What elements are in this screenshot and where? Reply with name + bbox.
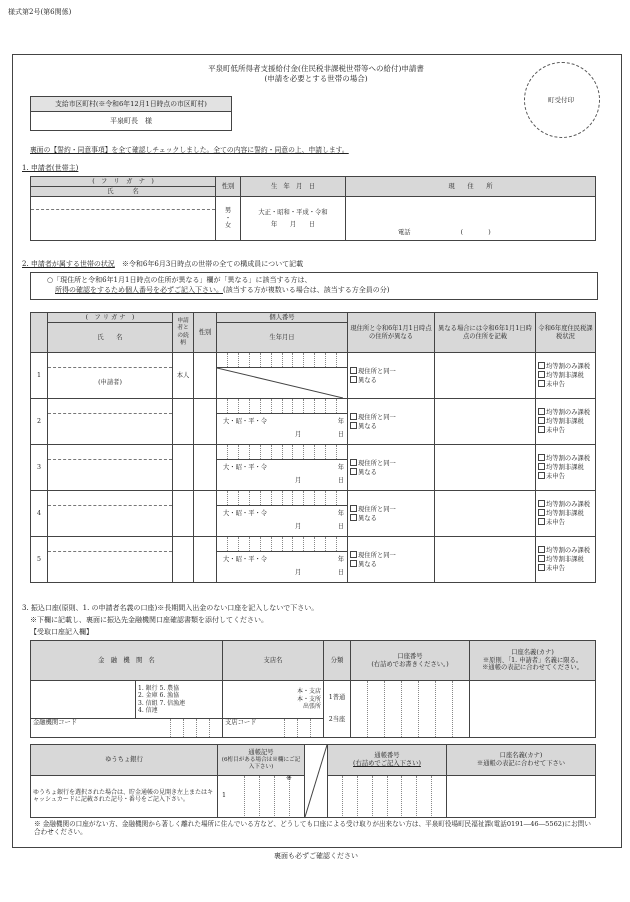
row-number: 2 — [31, 399, 48, 445]
mynumber-digit-box[interactable] — [283, 537, 294, 551]
back-note: 裏面も必ずご確認ください — [274, 852, 358, 860]
yucho-number-digit-box[interactable] — [432, 776, 446, 816]
col-addr-diff: 現住所と令和6年1月1日時点の住所が異なる — [348, 313, 435, 353]
mynumber-digit-box[interactable] — [293, 353, 304, 367]
month-label: 月 — [295, 431, 302, 438]
code-digit-box[interactable] — [284, 719, 297, 737]
member-name — [48, 460, 172, 490]
addr-diff-option[interactable]: 異なる — [350, 560, 432, 569]
footer-note: ※ 金融機関の口座がない方、金融機関から著しく離れた場所に住んでいる方など、どうしても口座による受け取りが出来ない方は、平泉町役場町民福祉課(電話0191―46―5562)にお問い合わせください。 — [34, 820, 591, 837]
cat-ordinary[interactable]: 1普通 — [328, 694, 346, 702]
form-subtitle: (申請を必要とする世帯の場合) — [264, 74, 368, 83]
account-digit-box[interactable] — [419, 681, 436, 737]
applicant-dob-cell[interactable] — [241, 197, 346, 241]
col-furigana: ( フ リ ガ ナ ) — [48, 313, 173, 323]
addr-same-option[interactable]: 現住所と同一 — [350, 459, 432, 468]
mynumber-digit-box[interactable] — [239, 491, 250, 505]
mynumber-digit-box[interactable] — [272, 491, 283, 505]
mynumber-digit-box[interactable] — [337, 491, 347, 505]
year-label: 年 — [337, 510, 344, 517]
member-name-cell[interactable] — [48, 445, 173, 491]
addr-same-option[interactable]: 現住所と同一 — [350, 367, 432, 376]
sex-header: 性別 — [216, 177, 241, 197]
mynumber-digit-box[interactable] — [228, 353, 239, 367]
mynumber-digit-box[interactable] — [239, 445, 250, 459]
era-options[interactable]: 大・昭・平・令 — [223, 510, 268, 517]
mynumber-digit-box[interactable] — [315, 353, 326, 367]
tax-option-1[interactable]: 均等割のみ課税 — [538, 500, 593, 509]
mynumber-digit-box[interactable] — [250, 491, 261, 505]
inst-type-2[interactable]: 2. 金庫 6. 漁協 — [138, 692, 180, 699]
account-digit-box[interactable] — [368, 681, 385, 737]
account-digit-box[interactable] — [453, 681, 469, 737]
sex-dot: ・ — [224, 214, 232, 222]
ymd-label: 年 月 日 — [270, 220, 316, 228]
mynumber-digit-box[interactable] — [293, 537, 304, 551]
account-no-header: 口座番号 — [397, 652, 423, 660]
tax-status-cell[interactable] — [536, 491, 596, 537]
member-name-cell[interactable] — [48, 399, 173, 445]
tax-option-1[interactable]: 均等割のみ課税 — [538, 454, 593, 463]
diagonal-slash — [305, 745, 327, 817]
relation-cell[interactable] — [173, 491, 194, 537]
yucho-symbol-digit-box[interactable] — [245, 776, 260, 816]
prev-addr-cell[interactable] — [435, 491, 536, 537]
yucho-mark: ※ — [286, 774, 292, 782]
code-digit-box[interactable] — [183, 719, 196, 737]
mynumber-digit-box[interactable] — [293, 445, 304, 459]
tax-status-cell[interactable] — [536, 353, 596, 399]
section2-note: ※令和6年6月3日時点の世帯の全ての構成員について記載 — [121, 260, 304, 268]
furigana-header: ( フ リ ガ ナ ) — [31, 177, 216, 187]
month-label: 月 — [295, 569, 302, 576]
yucho-number-digit-box[interactable] — [417, 776, 432, 816]
branch-input[interactable] — [223, 681, 324, 719]
row-number: 3 — [31, 445, 48, 491]
yucho-table — [30, 744, 596, 818]
section3-heading: 3. 振込口座(原則、1. の申請者名義の口座)※長期間入出金のない口座を記入しないで下さい。 — [22, 604, 319, 612]
prev-addr-cell[interactable] — [435, 399, 536, 445]
mynumber-digit-box[interactable] — [272, 353, 283, 367]
mynumber-dob-cell[interactable] — [217, 491, 348, 537]
tax-status-cell[interactable] — [536, 537, 596, 583]
female-option[interactable]: 女 — [224, 222, 232, 230]
municipality-header: 支給市区町村(※令和6年12月1日時点の市区町村) — [30, 96, 232, 112]
branch-type-1[interactable]: 本・支店 — [296, 688, 321, 696]
yucho-number-digit-box[interactable] — [373, 776, 388, 816]
yucho-number-digit-box[interactable] — [328, 776, 343, 816]
mynumber-digit-box[interactable] — [250, 353, 261, 367]
branch-code-label: 支店コード — [225, 719, 257, 726]
mynumber-digit-box[interactable] — [304, 445, 315, 459]
mynumber-digit-box[interactable] — [228, 399, 239, 413]
account-holder-input[interactable] — [470, 681, 596, 738]
yucho-number-note: (右詰めでご記入下さい) — [353, 759, 421, 767]
bank-table — [30, 640, 596, 738]
mynumber-digit-box[interactable] — [337, 445, 347, 459]
mynumber-digit-box[interactable] — [228, 491, 239, 505]
mynumber-dob-cell[interactable] — [217, 399, 348, 445]
code-digit-box[interactable] — [196, 719, 209, 737]
mynumber-digit-box[interactable] — [304, 537, 315, 551]
mynumber-notice — [30, 272, 598, 300]
code-digit-box[interactable] — [209, 719, 222, 737]
code-digit-box[interactable] — [297, 719, 310, 737]
cat-current[interactable]: 2当座 — [328, 716, 346, 723]
tax-option-1[interactable]: 均等割のみ課税 — [538, 362, 593, 371]
account-box-title: 【受取口座記入欄】 — [30, 628, 93, 636]
member-sex-cell[interactable] — [194, 399, 217, 445]
tax-status-cell[interactable] — [536, 399, 596, 445]
mynumber-dob-cell[interactable] — [217, 445, 348, 491]
addr-same-option[interactable]: 現住所と同一 — [350, 551, 432, 560]
tax-option-3[interactable]: 未申告 — [538, 426, 593, 435]
row-number: 4 — [31, 491, 48, 537]
tax-option-2[interactable]: 均等割非課税 — [538, 555, 593, 564]
account-digit-box[interactable] — [351, 681, 368, 737]
section2-title: 2. 申請者が属する世帯の状況 — [22, 260, 115, 268]
household-table — [30, 312, 596, 583]
bank-code-cell[interactable] — [31, 719, 223, 738]
tax-status-cell[interactable] — [536, 445, 596, 491]
branch-type-2[interactable]: 本・支所 — [296, 695, 321, 703]
branch-code-cell[interactable] — [223, 719, 324, 738]
mynumber-digit-box[interactable] — [315, 537, 326, 551]
yucho-divider — [305, 745, 328, 818]
applicant-address-cell[interactable] — [346, 197, 596, 241]
yucho-number-digit-box[interactable] — [388, 776, 403, 816]
member-sex-cell[interactable] — [194, 537, 217, 583]
era-options[interactable]: 大・昭・平・令 — [223, 464, 268, 471]
addr-diff-option[interactable]: 異なる — [350, 514, 432, 523]
member-sex-cell[interactable] — [194, 445, 217, 491]
addressee: 平泉町長 様 — [30, 111, 232, 131]
bank-name-header: 金 融 機 関 名 — [31, 641, 223, 681]
col-dob: 生年月日 — [217, 323, 348, 353]
address-header: 現 住 所 — [346, 177, 596, 197]
holder-note2: ※通帳の表記に合わせてください。 — [482, 664, 583, 672]
household-row — [31, 399, 596, 445]
prev-addr-cell[interactable] — [435, 445, 536, 491]
notice-line2b: (該当する方が複数いる場合は、該当する方全員の分) — [223, 286, 390, 294]
relation-cell[interactable]: 本人 — [173, 353, 194, 399]
holder-header: 口座名義(カナ) — [511, 648, 554, 656]
account-digit-box[interactable] — [402, 681, 419, 737]
yucho-symbol-header: 通帳記号 — [248, 749, 274, 756]
mynumber-dob-cell[interactable] — [217, 537, 348, 583]
bank-name-input[interactable] — [31, 681, 136, 719]
household-row — [31, 491, 596, 537]
yucho-holder-header: 口座名義(カナ) — [499, 752, 543, 760]
account-number-input[interactable] — [351, 681, 470, 738]
col-sex: 性別 — [194, 313, 217, 353]
yucho-number-digit-box[interactable] — [402, 776, 417, 816]
mynumber-digit-box[interactable] — [337, 353, 347, 367]
member-name-cell[interactable] — [48, 353, 173, 399]
mynumber-digit-box[interactable] — [293, 399, 304, 413]
mynumber-digit-box[interactable] — [283, 399, 294, 413]
account-digit-box[interactable] — [385, 681, 402, 737]
day-label: 日 — [337, 523, 344, 530]
code-digit-box[interactable] — [310, 719, 323, 737]
mynumber-digit-box[interactable] — [337, 537, 347, 551]
addr-diff-option[interactable]: 異なる — [350, 422, 432, 431]
era-options[interactable]: 大正・昭和・平成・令和 — [258, 208, 328, 216]
relation-cell[interactable] — [173, 537, 194, 583]
row-number: 1 — [31, 353, 48, 399]
yucho-number-digit-box[interactable] — [343, 776, 358, 816]
account-digit-box[interactable] — [436, 681, 453, 737]
col-tax: 令和6年度住民税課税状況 — [536, 313, 596, 353]
mynumber-digit-box[interactable] — [217, 491, 228, 505]
mynumber-digit-box[interactable] — [315, 445, 326, 459]
era-options[interactable]: 大・昭・平・令 — [223, 418, 268, 425]
member-name — [48, 414, 172, 444]
branch-type-3[interactable]: 出張所 — [302, 703, 321, 711]
col-mynumber: 個人番号 — [217, 313, 348, 323]
yucho-symbol-digit-box[interactable] — [260, 776, 275, 816]
tax-option-3[interactable]: 未申告 — [538, 518, 593, 527]
inst-type-4[interactable]: 4. 信連 — [138, 707, 158, 714]
section2-heading — [22, 260, 303, 269]
yucho-header: ゆうちょ銀行 — [31, 745, 218, 776]
form-code: 様式第2号(第6関係) — [8, 8, 72, 16]
section1-heading: 1. 申請者(世帯主) — [22, 164, 79, 172]
mynumber-digit-box[interactable] — [315, 399, 326, 413]
member-name — [48, 506, 172, 536]
tax-option-2[interactable]: 均等割非課税 — [538, 509, 593, 518]
addr-diff-option[interactable]: 異なる — [350, 468, 432, 477]
category-header: 分類 — [324, 641, 351, 681]
yucho-number-input[interactable] — [328, 775, 447, 817]
row-number: 5 — [31, 537, 48, 583]
member-name-cell[interactable] — [48, 537, 173, 583]
addr-diff-cell[interactable] — [348, 537, 435, 583]
mynumber-digit-box[interactable] — [326, 399, 337, 413]
mynumber-digit-box[interactable] — [239, 537, 250, 551]
mynumber-digit-box[interactable] — [283, 491, 294, 505]
prev-addr-cell[interactable] — [435, 537, 536, 583]
mynumber-digit-box[interactable] — [304, 491, 315, 505]
phone-paren: ( ) — [460, 229, 491, 237]
mynumber-digit-box[interactable] — [217, 445, 228, 459]
day-label: 日 — [337, 431, 344, 438]
tax-option-2[interactable]: 均等割非課税 — [538, 417, 593, 426]
inst-type-1[interactable]: 1. 銀行 5. 農協 — [138, 684, 180, 692]
stamp-label: 町受付印 — [548, 96, 574, 104]
notice-line1: ○「現住所と令和6年1月1日時点の住所が異なる」欄が「異なる」に該当する方は、 — [47, 276, 312, 284]
mynumber-digit-box[interactable] — [261, 537, 272, 551]
year-label: 年 — [337, 556, 344, 563]
mynumber-digit-box[interactable] — [326, 537, 337, 551]
mynumber-dob-cell[interactable] — [217, 353, 348, 399]
section3-note: ※下欄に記載し、裏面に振込先金融機関口座確認書類を添付してください。 — [30, 616, 268, 624]
yucho-number-header: 通帳番号 — [374, 752, 400, 760]
tax-option-1[interactable]: 均等割のみ課税 — [538, 408, 593, 417]
tax-option-2[interactable]: 均等割非課税 — [538, 463, 593, 472]
male-option[interactable]: 男 — [224, 206, 232, 214]
yucho-holder-input[interactable] — [447, 775, 596, 817]
mynumber-digit-box[interactable] — [283, 353, 294, 367]
month-label: 月 — [295, 523, 302, 530]
addr-diff-cell[interactable] — [348, 491, 435, 537]
dob-strike — [217, 368, 343, 398]
mynumber-digit-box[interactable] — [293, 491, 304, 505]
yucho-holder-note: ※通帳の表記に合わせて下さい — [476, 759, 566, 767]
phone-label: 電話 — [398, 229, 411, 237]
mynumber-digit-box[interactable] — [261, 445, 272, 459]
yucho-number-digit-box[interactable] — [358, 776, 373, 816]
mynumber-digit-box[interactable] — [326, 353, 337, 367]
household-row — [31, 445, 596, 491]
applicant-sex-cell[interactable] — [216, 197, 241, 241]
account-no-note: (右詰めでお書きください。) — [371, 660, 449, 668]
mynumber-digit-box[interactable] — [250, 399, 261, 413]
notice-line2: 所得の確認をするため個人番号を必ずご記入下さい。 — [55, 286, 223, 294]
mynumber-digit-box[interactable] — [272, 445, 283, 459]
household-row — [31, 537, 596, 583]
addr-same-option[interactable]: 現住所と同一 — [350, 413, 432, 422]
mynumber-digit-box[interactable] — [283, 445, 294, 459]
mynumber-digit-box[interactable] — [250, 445, 261, 459]
name-header: 氏 名 — [31, 187, 216, 197]
col-prev-addr: 異なる場合には令和6年1月1日時点の住所を記載 — [435, 313, 536, 353]
mynumber-digit-box[interactable] — [272, 399, 283, 413]
relation-cell[interactable] — [173, 445, 194, 491]
year-label: 年 — [337, 418, 344, 425]
pledge-text: 裏面の【誓約・同意事項】を全て確認しチェックしました。全ての内容に誓約・同意の上、申請します。 — [30, 146, 349, 154]
tax-option-3[interactable]: 未申告 — [538, 380, 593, 389]
col-name: 氏 名 — [48, 323, 173, 353]
applicant-name-cell[interactable] — [31, 197, 216, 241]
mynumber-digit-box[interactable] — [315, 491, 326, 505]
mynumber-digit-box[interactable] — [228, 537, 239, 551]
mynumber-digit-box[interactable] — [239, 399, 250, 413]
mynumber-digit-box[interactable] — [217, 537, 228, 551]
member-name — [48, 552, 172, 582]
col-relation: 申請者との続柄 — [173, 313, 194, 353]
tax-option-1[interactable]: 均等割のみ課税 — [538, 546, 593, 555]
mynumber-digit-box[interactable] — [217, 399, 228, 413]
tax-option-3[interactable]: 未申告 — [538, 564, 593, 573]
bank-code-label: 金融機関コード — [33, 719, 78, 726]
form-title: 平泉町低所得者支援給付金(住民税非課税世帯等への給付)申請書 — [208, 64, 424, 73]
tax-option-2[interactable]: 均等割非課税 — [538, 371, 593, 380]
mynumber-digit-box[interactable] — [261, 399, 272, 413]
mynumber-digit-box[interactable] — [261, 491, 272, 505]
yucho-symbol-note: (6桁目がある場合は※欄にご記入下さい) — [221, 756, 301, 770]
yucho-prefix: 1 — [221, 792, 226, 800]
member-name-cell[interactable] — [48, 491, 173, 537]
relation-cell[interactable] — [173, 399, 194, 445]
member-sex-cell[interactable] — [194, 353, 217, 399]
month-label: 月 — [295, 477, 302, 484]
mynumber-digit-box[interactable] — [217, 353, 228, 367]
branch-name-header: 支店名 — [223, 641, 324, 681]
holder-note1: ※原則、「1. 申請者」名義に限る。 — [482, 656, 583, 664]
yucho-description: ゆうちょ銀行を選択された場合は、貯金通帳の見開き左上またはキャッシュカードに記載された記号・番号をご記入下さい。 — [31, 775, 218, 817]
mynumber-digit-box[interactable] — [239, 353, 250, 367]
addr-diff-cell[interactable] — [348, 353, 435, 399]
inst-type-3[interactable]: 3. 信組 7. 信漁連 — [138, 699, 186, 707]
applicant-marker: (申請者) — [98, 379, 122, 386]
day-label: 日 — [337, 477, 344, 484]
mynumber-digit-box[interactable] — [228, 445, 239, 459]
household-row — [31, 353, 596, 399]
mynumber-digit-box[interactable] — [326, 491, 337, 505]
day-label: 日 — [337, 569, 344, 576]
mynumber-digit-box[interactable] — [272, 537, 283, 551]
addr-diff-cell[interactable] — [348, 445, 435, 491]
mynumber-digit-box[interactable] — [250, 537, 261, 551]
prev-addr-cell[interactable] — [435, 353, 536, 399]
institution-type-options[interactable] — [136, 681, 223, 719]
member-sex-cell[interactable] — [194, 491, 217, 537]
code-digit-box[interactable] — [170, 719, 183, 737]
addr-same-option[interactable]: 現住所と同一 — [350, 505, 432, 514]
tax-option-3[interactable]: 未申告 — [538, 472, 593, 481]
year-label: 年 — [337, 464, 344, 471]
mynumber-digit-box[interactable] — [304, 399, 315, 413]
yucho-symbol-digit-box[interactable] — [290, 776, 304, 816]
mynumber-digit-box[interactable] — [261, 353, 272, 367]
category-options[interactable] — [324, 681, 351, 738]
addr-diff-cell[interactable] — [348, 399, 435, 445]
yucho-symbol-digit-box[interactable] — [230, 776, 245, 816]
mynumber-digit-box[interactable] — [326, 445, 337, 459]
mynumber-digit-box[interactable] — [304, 353, 315, 367]
mynumber-digit-box[interactable] — [337, 399, 347, 413]
addr-diff-option[interactable]: 異なる — [350, 376, 432, 385]
era-options[interactable]: 大・昭・平・令 — [223, 556, 268, 563]
dob-header: 生 年 月 日 — [241, 177, 346, 197]
applicant-table — [30, 176, 596, 241]
